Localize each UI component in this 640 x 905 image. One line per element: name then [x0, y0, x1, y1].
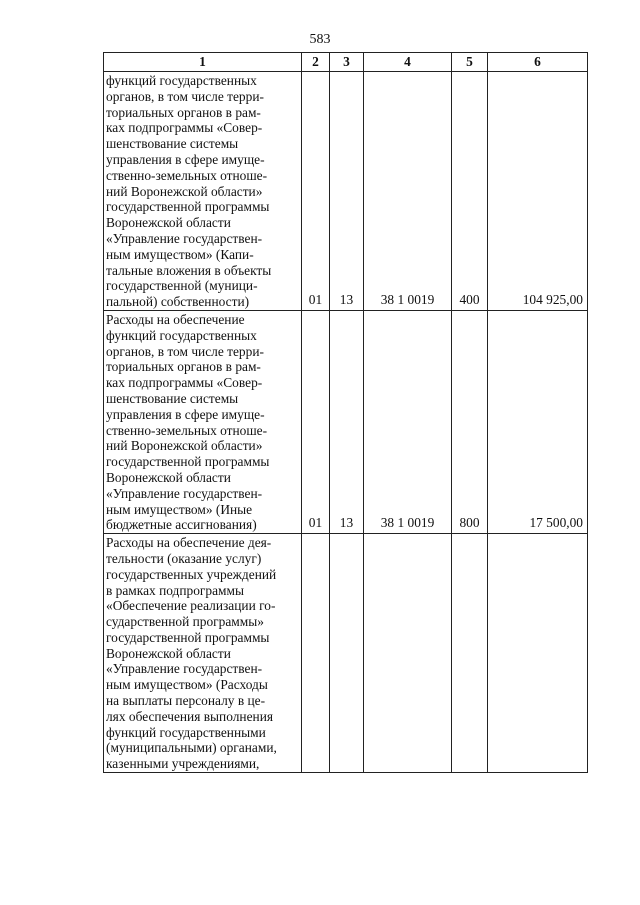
description-line: органов, в том числе терри-	[106, 88, 264, 104]
description-line: казенными учреждениями,	[106, 756, 260, 772]
description-line: ках подпрограммы «Совер-	[106, 120, 263, 136]
column-header-4: 4	[364, 53, 452, 72]
description-line: государственной (муници-	[106, 278, 258, 294]
description-line: тельности (оказание услуг)	[106, 550, 262, 566]
description-line: Воронежской области	[106, 469, 231, 485]
page-number: 583	[309, 32, 331, 47]
subsection-code: 13	[330, 72, 364, 311]
description-line: шенствование системы	[106, 136, 239, 152]
description-line: (муниципальными) органами,	[106, 740, 277, 756]
description-line: шенствование системы	[106, 390, 239, 406]
description-line: «Управление государствен-	[106, 661, 263, 677]
description-line: ным имуществом» (Капи-	[106, 246, 254, 262]
description-line: «Управление государствен-	[106, 230, 263, 246]
expense-type-code	[452, 534, 488, 773]
row-description	[104, 72, 302, 311]
description-line: государственной программы	[106, 199, 270, 215]
amount: 17 500,00	[488, 310, 588, 533]
table-row	[104, 310, 588, 533]
description-line: «Обеспечение реализации го-	[106, 598, 276, 614]
description-line: ственно-земельных отноше-	[106, 167, 268, 183]
description-line: бюджетные ассигнования)	[106, 517, 257, 533]
description-line: ний Воронежской области»	[106, 438, 263, 454]
amount	[488, 534, 588, 773]
description-line: тальные вложения в объекты	[106, 262, 272, 278]
description-line: государственной программы	[106, 629, 270, 645]
description-line: сударственной программы»	[106, 614, 264, 630]
row-description	[104, 310, 302, 533]
description-line: Расходы на обеспечение	[106, 311, 245, 327]
description-line: ториальных органов в рам-	[106, 359, 261, 375]
column-header-2: 2	[302, 53, 330, 72]
target-article-code: 38 1 0019	[364, 310, 452, 533]
target-article-code	[364, 534, 452, 773]
description-line: ках подпрограммы «Совер-	[106, 375, 263, 391]
description-line: функций государственных	[106, 73, 257, 88]
budget-table	[103, 52, 588, 773]
description-line: ственно-земельных отноше-	[106, 422, 268, 438]
description-line: органов, в том числе терри-	[106, 343, 264, 359]
section-code	[302, 534, 330, 773]
description-line: на выплаты персоналу в це-	[106, 693, 266, 709]
description-line: государственной программы	[106, 454, 270, 470]
description-line: управления в сфере имуще-	[106, 406, 265, 422]
description-line: ний Воронежской области»	[106, 183, 263, 199]
description-line: лях обеспечения выполнения	[106, 708, 274, 724]
description-line: пальной) собственности)	[106, 294, 250, 310]
column-header-5: 5	[452, 53, 488, 72]
table-row	[104, 72, 588, 311]
expense-type-code: 800	[452, 310, 488, 533]
description-line: Расходы на обеспечение дея-	[106, 535, 272, 551]
description-line: ным имуществом» (Иные	[106, 501, 253, 517]
description-line: государственных учреждений	[106, 566, 277, 582]
table-row	[104, 534, 588, 773]
description-line: управления в сфере имуще-	[106, 151, 265, 167]
description-line: Воронежской области	[106, 215, 231, 231]
description-line: функций государственных	[106, 327, 257, 343]
column-header-1: 1	[104, 53, 302, 72]
description-line: «Управление государствен-	[106, 485, 263, 501]
description-line: функций государственными	[106, 724, 266, 740]
amount: 104 925,00	[488, 72, 588, 311]
section-code: 01	[302, 72, 330, 311]
description-line: ториальных органов в рам-	[106, 104, 261, 120]
description-line: Воронежской области	[106, 645, 231, 661]
target-article-code: 38 1 0019	[364, 72, 452, 311]
section-code: 01	[302, 310, 330, 533]
table-header-row	[104, 53, 588, 72]
subsection-code	[330, 534, 364, 773]
description-line: ным имуществом» (Расходы	[106, 677, 268, 693]
row-description	[104, 534, 302, 773]
column-header-3: 3	[330, 53, 364, 72]
subsection-code: 13	[330, 310, 364, 533]
description-line: в рамках подпрограммы	[106, 582, 244, 598]
expense-type-code: 400	[452, 72, 488, 311]
column-header-6: 6	[488, 53, 588, 72]
